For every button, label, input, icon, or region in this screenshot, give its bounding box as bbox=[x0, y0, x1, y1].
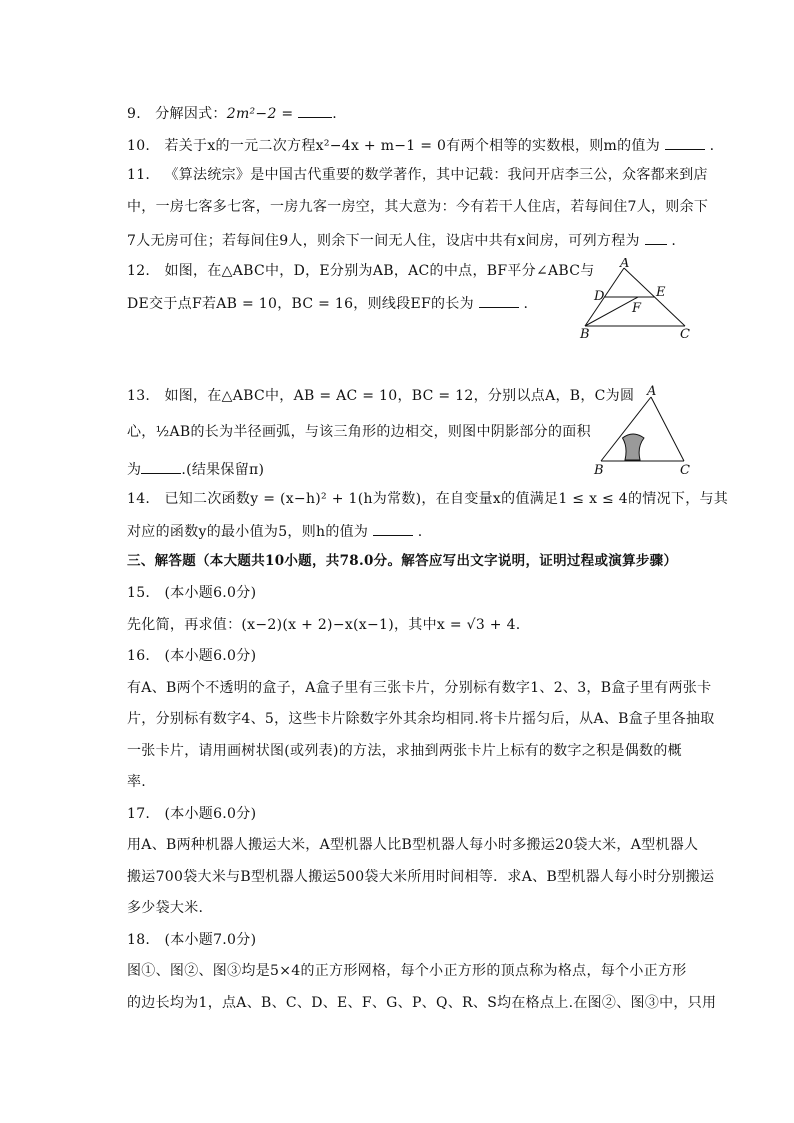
question-text-line: .(结果保留π) bbox=[181, 462, 265, 478]
score-note: (本小题6.0分) bbox=[164, 648, 257, 664]
question-12 bbox=[127, 262, 595, 280]
label-a: A bbox=[647, 385, 657, 399]
question-number: 15. bbox=[127, 585, 151, 601]
answer-blank[interactable] bbox=[141, 459, 181, 474]
question-14 bbox=[127, 490, 728, 508]
question-text-line: 一张卡片，请用画树状图(或列表)的方法，求抽到两张卡片上标有的数字之积是偶数的概 bbox=[127, 743, 682, 759]
question-number: 16. bbox=[127, 648, 151, 664]
question-number: 18. bbox=[127, 932, 151, 948]
label-a: A bbox=[620, 258, 630, 271]
question-text-line: 率. bbox=[127, 774, 147, 790]
answer-blank[interactable] bbox=[298, 103, 332, 118]
question-text-line: 搬运700袋大米与B型机器人搬运500袋大米所用时间相等．求A、B型机器人每小时分别搬运 bbox=[127, 869, 715, 885]
label-b: B bbox=[594, 463, 604, 478]
question-13 bbox=[127, 387, 634, 405]
question-text-line: 7人无房可住；若每间住9人，则余下一间无人住，设店中共有x间房，可列方程为 bbox=[127, 233, 640, 249]
question-text-line: 如图，在△ABC中，AB = AC = 10，BC = 12，分别以点A，B，C为圆 bbox=[164, 388, 635, 404]
math-expression: 2m²−2 = bbox=[226, 106, 294, 122]
question-text-line: DE交于点F若AB = 10，BC = 16，则线段EF的长为 bbox=[127, 296, 474, 312]
answer-blank[interactable] bbox=[479, 293, 519, 308]
answer-blank[interactable] bbox=[645, 230, 667, 245]
question-text-line: 中，一房七客多七客，一房九客一房空，其大意为：今有若干人住店，若每间住7人，则余下 bbox=[127, 199, 709, 215]
question-9 bbox=[127, 103, 337, 123]
label-c: C bbox=[680, 463, 690, 478]
question-number: 17. bbox=[127, 806, 151, 822]
question-text-line: 为 bbox=[127, 462, 142, 478]
question-number: 11. bbox=[127, 167, 151, 183]
question-text-line: 有A、B两个不透明的盒子，A盒子里有三张卡片，分别标有数字1、2、3，B盒子里有两张卡 bbox=[127, 680, 712, 696]
question-12-line2 bbox=[127, 293, 528, 313]
question-16-header bbox=[127, 647, 256, 665]
question-18-header bbox=[127, 931, 256, 949]
period: . bbox=[671, 233, 677, 249]
section-heading: 三、解答题（本大题共10小题，共78.0分。解答应写出文字说明，证明过程或演算步骤） bbox=[127, 553, 678, 569]
question-10 bbox=[127, 135, 714, 155]
triangle-arcs-figure-q13 bbox=[592, 385, 702, 480]
question-13-line3 bbox=[127, 459, 264, 479]
question-text-line: 多少袋大米. bbox=[127, 900, 204, 916]
period: . bbox=[709, 138, 715, 154]
label-c: C bbox=[680, 327, 690, 340]
question-number: 13. bbox=[127, 388, 151, 404]
question-text-line: 对应的函数y的最小值为5，则h的值为 bbox=[127, 524, 369, 540]
period: . bbox=[332, 106, 337, 122]
question-17-header bbox=[127, 805, 256, 823]
answer-blank[interactable] bbox=[373, 521, 413, 536]
question-number: 14. bbox=[127, 491, 151, 507]
question-15-header bbox=[127, 584, 256, 602]
score-note: (本小题6.0分) bbox=[164, 806, 257, 822]
question-text-line: 《算法统宗》是中国古代重要的数学著作，其中记载：我问开店李三公，众客都来到店 bbox=[164, 167, 708, 183]
question-text-line: 如图，在△ABC中，D，E分别为AB，AC的中点，BF平分∠ABC与 bbox=[164, 263, 595, 279]
question-11-line3 bbox=[127, 230, 676, 250]
question-text-line: 的边长均为1，点A、B、C、D、E、F、G、P、Q、R、S均在格点上.在图②、图③中，只用 bbox=[127, 995, 717, 1011]
side-ac bbox=[651, 397, 684, 461]
label-d: D bbox=[594, 289, 605, 304]
shaded-area bbox=[623, 434, 645, 460]
period: . bbox=[523, 296, 529, 312]
label-b: B bbox=[580, 327, 590, 340]
label-e: E bbox=[656, 285, 666, 300]
question-text: 若关于x的一元二次方程x²−4x + m−1 = 0有两个相等的实数根，则m的值为 bbox=[164, 138, 661, 154]
question-number: 12. bbox=[127, 263, 151, 279]
bisector-bf bbox=[585, 297, 638, 326]
answer-blank[interactable] bbox=[665, 135, 705, 150]
question-number: 10. bbox=[127, 138, 151, 154]
question-14-line2 bbox=[127, 521, 423, 541]
period: . bbox=[417, 524, 423, 540]
triangle-figure-q12 bbox=[578, 258, 698, 340]
question-text: 分解因式： bbox=[155, 106, 227, 122]
question-text-line: 用A、B两种机器人搬运大米，A型机器人比B型机器人每小时多搬运20袋大米，A型机器人 bbox=[127, 837, 699, 853]
question-number: 9. bbox=[127, 106, 141, 122]
question-text-line: 已知二次函数y = (x−h)² + 1(h为常数)，在自变量x的值满足1 ≤ x ≤ 4的情况下，与其 bbox=[164, 491, 729, 507]
score-note: (本小题6.0分) bbox=[164, 585, 257, 601]
question-text-line: 片，分别标有数字4、5，这些卡片除数字外其余均相同.将卡片摇匀后，从A、B盒子里各抽取 bbox=[127, 711, 715, 727]
score-note: (本小题7.0分) bbox=[164, 932, 257, 948]
question-11 bbox=[127, 166, 708, 184]
question-text-line: 先化简，再求值：(x−2)(x + 2)−x(x−1)，其中x = √3 + 4. bbox=[127, 617, 521, 633]
question-text-line: 心，½AB的长为半径画弧，与该三角形的边相交，则图中阴影部分的面积 bbox=[127, 424, 591, 440]
label-f: F bbox=[632, 301, 642, 316]
question-text-line: 图①、图②、图③均是5×4的正方形网格，每个小正方形的顶点称为格点，每个小正方形 bbox=[127, 963, 687, 979]
